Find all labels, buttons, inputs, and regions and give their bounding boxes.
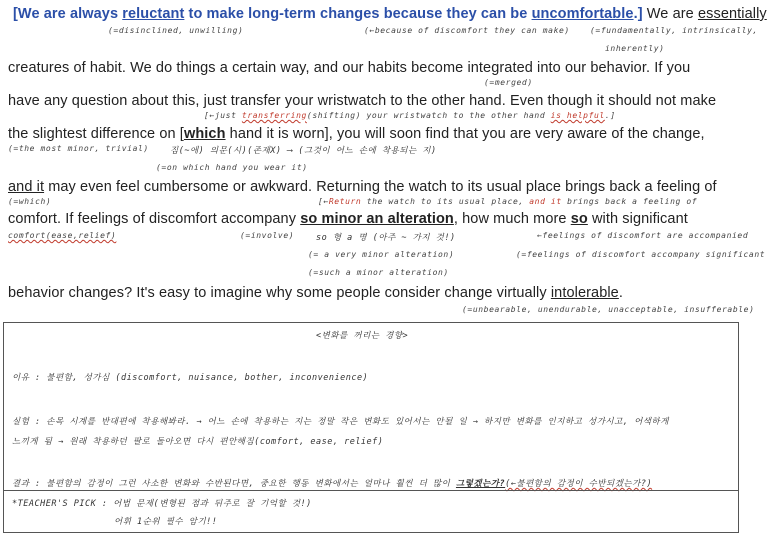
- box-example-1: 실험 : 손목 시계를 반대편에 착용해봐라. → 어느 손에 착용하는 지는 정말 작은 변화도 있어서는 안될 일 → 하지만 변화를 인지하고 성가시고, 어색하게: [12, 417, 669, 427]
- summary-box: [3, 322, 739, 533]
- passage-line-6: comfort. If feelings of discomfort accompany so minor an alteration, how much more so with significant: [8, 211, 688, 227]
- note-so-minor-2: (=such a minor alteration): [308, 268, 449, 277]
- passage-line-1: [We are always reluctant to make long-term changes because they can be uncomfortable.] We are essentially: [13, 6, 767, 22]
- note-integrated: (=merged): [484, 78, 533, 87]
- note-and-it: (=which): [8, 197, 52, 206]
- note-essentially-2: inherently): [605, 44, 665, 53]
- note-so-minor-1: (= a very minor alteration): [308, 250, 455, 259]
- passage-line-2: creatures of habit. We do things a certain way, and our habits become integrated into our behavior. If you: [8, 60, 691, 76]
- note-slightest: (=the most minor, trivial): [8, 144, 149, 153]
- phrase-so-minor: so minor an alteration: [300, 211, 454, 227]
- note-which-korean: 짐(~에) 의문(시)(존재X) ⟶ (그것이 어느 손에 착용되는 지): [170, 146, 437, 156]
- note-essentially: (=fundamentally, intrinsically,: [590, 26, 758, 35]
- note-so-minor-grammar: so 형 a 명 (아주 ~ 가지 것!): [316, 233, 456, 243]
- passage-line-5: and it may even feel cumbersome or awkward. Returning the watch to its usual place brings back a feeling of: [8, 179, 717, 195]
- teacher-pick-1: *TEACHER'S PICK : 어법 문제(변형된 점과 뒤주로 잘 기억할 것!): [12, 499, 312, 509]
- box-conclusion: 결과 : 불편함의 감정이 그런 사소한 변화와 수반된다면, 중요한 행동 변화에서는 얼마나 훨씬 더 많이 그렇겠는가?(←불편함의 감정이 수반되겠는가?): [12, 479, 653, 489]
- note-which-hand: (=on which hand you wear it): [156, 163, 308, 172]
- box-reason: 이유 : 불편함, 성가심 (discomfort, nuisance, bother, inconvenience): [12, 373, 369, 383]
- note-so-significant: (=feelings of discomfort accompany significant: [516, 250, 766, 259]
- teacher-pick-2[interactable]: 어휘 1순위 필수 암기!!: [114, 517, 218, 527]
- box-example-2: 느끼게 됨 → 원래 착용하던 팔로 돌아오면 다시 편안해짐(comfort, ease, relief): [12, 437, 384, 447]
- passage-line-7: behavior changes? It's easy to imagine why some people consider change virtually intolerable.: [8, 285, 623, 301]
- note-intolerable: (=unbearable, unendurable, unacceptable, insufferable): [462, 305, 755, 314]
- note-how-much-more: ←feelings of discomfort are accompanied: [537, 231, 749, 240]
- word-and-it: and it: [8, 179, 45, 195]
- note-transfer: [←just transferring(shifting) your wristwatch to the other hand is helpful.]: [204, 111, 616, 120]
- passage-line-4: the slightest difference on [which hand it is worn], you will soon find that you are very aware of the change,: [8, 126, 705, 142]
- box-title: <변화를 꺼리는 경향>: [316, 331, 409, 341]
- note-comfort: comfort(ease,relief): [8, 231, 117, 240]
- note-uncomfortable: (←because of discomfort they can make): [364, 26, 570, 35]
- topic-sentence: [We are always reluctant to make long-term changes because they can be uncomfortable.]: [13, 6, 643, 22]
- note-accompany: (=involve): [240, 231, 295, 240]
- pick-divider: [4, 490, 738, 491]
- word-intolerable: intolerable: [550, 285, 619, 301]
- word-which: which: [183, 126, 226, 142]
- passage-line-3: have any question about this, just transfer your wristwatch to the other hand. Even though it should not make: [8, 93, 717, 109]
- word-essentially: essentially: [697, 6, 767, 22]
- word-so: so: [570, 211, 588, 227]
- note-reluctant: (=disinclined, unwilling): [108, 26, 244, 35]
- note-returning: [←Return the watch to its usual place, and it brings back a feeling of: [318, 197, 698, 206]
